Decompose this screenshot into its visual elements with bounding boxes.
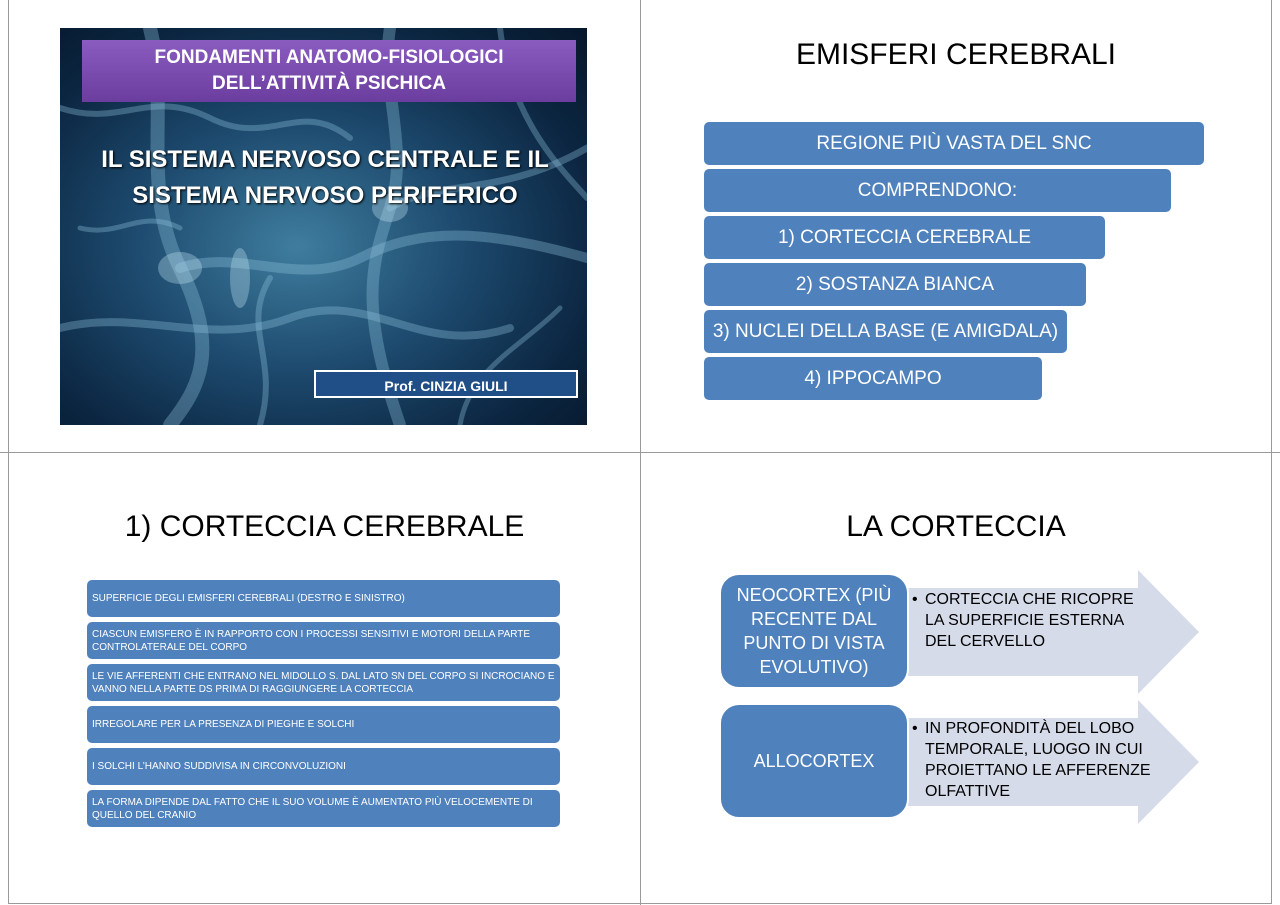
slide-1-header-line2: DELL’ATTIVITÀ PSICHICA xyxy=(212,73,446,94)
slide-4-title: LA CORTECCIA xyxy=(846,510,1066,543)
slide-3-item: CIASCUN EMISFERO È IN RAPPORTO CON I PROCESSI SENSITIVI E MOTORI DELLA PARTE CONTROLATERALE DEL CORPO xyxy=(87,622,560,659)
slide-3-item: I SOLCHI L’HANNO SUDDIVISA IN CIRCONVOLUZIONI xyxy=(87,748,560,785)
slide-2-item: REGIONE PIÙ VASTA DEL SNC xyxy=(704,122,1204,165)
slide-2-item: COMPRENDONO: xyxy=(704,169,1171,212)
bullet-marker: • xyxy=(912,591,918,608)
slide-2-item: 4) IPPOCAMPO xyxy=(704,357,1042,400)
slide-2-item: 1) CORTECCIA CEREBRALE xyxy=(704,216,1105,259)
slide-1-author: Prof. CINZIA GIULI xyxy=(314,370,578,398)
slide-3-item: LA FORMA DIPENDE DAL FATTO CHE IL SUO VOLUME È AUMENTATO PIÙ VELOCEMENTE DI QUELLO DEL CRANIO xyxy=(87,790,560,827)
slide-2-item: 3) NUCLEI DELLA BASE (E AMIGDALA) xyxy=(704,310,1067,353)
slide-3-item: IRREGOLARE PER LA PRESENZA DI PIEGHE E SOLCHI xyxy=(87,706,560,743)
horizontal-divider xyxy=(0,452,1280,453)
slide-2-item: 2) SOSTANZA BIANCA xyxy=(704,263,1086,306)
neocortex-box: NEOCORTEX (PIÙ RECENTE DAL PUNTO DI VISTA EVOLUTIVO) xyxy=(719,573,909,689)
allocortex-description xyxy=(912,718,1152,802)
neocortex-description xyxy=(912,589,1152,652)
neocortex-description-text: CORTECCIA CHE RICOPRE LA SUPERFICIE ESTERNA DEL CERVELLO xyxy=(925,591,1134,650)
slide-3-item: LE VIE AFFERENTI CHE ENTRANO NEL MIDOLLO S. DAL LATO SN DEL CORPO SI INCROCIANO E VANNO NELLA PARTE DS PRIMA DI RAGGIUNGERE LA CORTECCIA xyxy=(87,664,560,701)
slide-1-title-line1: IL SISTEMA NERVOSO CENTRALE E IL xyxy=(101,146,549,173)
slide-1-title xyxy=(60,28,587,425)
slide-1-title-text xyxy=(80,142,570,214)
allocortex-box: ALLOCORTEX xyxy=(719,703,909,819)
slide-3-item: SUPERFICIE DEGLI EMISFERI CEREBRALI (DESTRO E SINISTRO) xyxy=(87,580,560,617)
bullet-marker: • xyxy=(912,720,918,737)
allocortex-description-text: IN PROFONDITÀ DEL LOBO TEMPORALE, LUOGO IN CUI PROIETTANO LE AFFERENZE OLFATTIVE xyxy=(925,720,1151,800)
slide-1-title-line2: SISTEMA NERVOSO PERIFERICO xyxy=(132,182,518,209)
slide-3-title: 1) CORTECCIA CEREBRALE xyxy=(124,510,525,543)
slide-1-header-banner xyxy=(82,40,576,102)
slide-1-header-line1: FONDAMENTI ANATOMO-FISIOLOGICI xyxy=(154,47,504,68)
slide-2-title: EMISFERI CEREBRALI xyxy=(795,38,1117,71)
